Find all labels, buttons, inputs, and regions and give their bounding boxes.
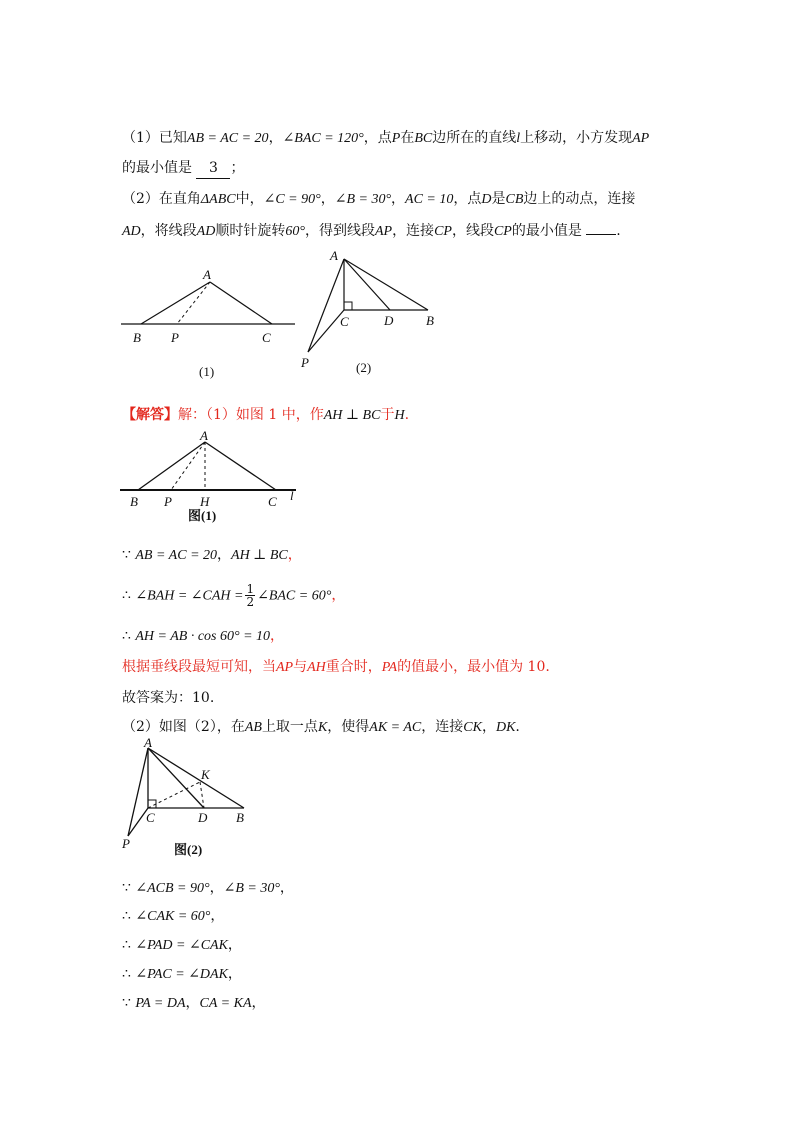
label-p: P xyxy=(122,836,130,851)
solution-2-intro: （2）如图（2），在AB上取一点K，使得AK = AC，连接CK，DK. xyxy=(122,719,520,735)
label-d: D xyxy=(384,313,394,328)
figure-1 xyxy=(115,262,305,380)
solution-figure-1-caption: 图(1) xyxy=(188,508,217,523)
segment-ab xyxy=(138,442,205,490)
solution-2-step-3: ∴ ∠PAD = ∠CAK， xyxy=(122,937,242,953)
problem-1-line-1: （1）已知AB = AC = 20，∠BAC = 120°，点P在BC边所在的直线l上移动，小方发现AP xyxy=(122,130,650,146)
solution-figure-1 xyxy=(118,428,308,524)
label-d: D xyxy=(198,810,208,825)
problem-1-line-2: 的最小值是 3 ； xyxy=(122,158,244,179)
fraction-one-half: $\frac{1}{2}$ xyxy=(246,582,255,609)
label-p: P xyxy=(164,494,172,509)
label-p: P xyxy=(301,355,309,370)
solution-1-answer: 故答案为：10. xyxy=(122,690,215,706)
answer-blank-1: 3 xyxy=(196,158,230,179)
label-a: A xyxy=(330,248,338,263)
segment-cp xyxy=(308,310,344,352)
label-p: P xyxy=(171,330,179,345)
right-angle-mark xyxy=(344,302,352,310)
label-k: K xyxy=(201,767,210,782)
segment-ab xyxy=(344,259,428,310)
label-b: B xyxy=(236,810,244,825)
problem-2-line-1: （2）在直角ΔABC中，∠C = 90°，∠B = 30°，AC = 10，点D是CB边上的动点，连接 xyxy=(122,191,636,207)
label-c: C xyxy=(262,330,271,345)
segment-ab xyxy=(141,282,210,324)
solution-2-step-1: ∵ ∠ACB = 90°，∠B = 30°， xyxy=(122,880,294,896)
label-b: B xyxy=(130,494,138,509)
solution-1-step-2: ∴ ∠BAH = ∠CAH = $\frac{1}{2}$ ∠BAC = 60°， xyxy=(122,582,346,609)
label-h: H xyxy=(200,494,210,509)
segment-ac xyxy=(205,442,276,490)
segment-ap-dashed xyxy=(171,442,205,490)
label-a: A xyxy=(200,428,208,443)
label-a: A xyxy=(203,267,211,282)
solution-figure-2-caption: 图(2) xyxy=(174,842,203,857)
label-b: B xyxy=(133,330,141,345)
right-angle-mark xyxy=(148,800,156,808)
segment-ac xyxy=(210,282,272,324)
answer-blank-2 xyxy=(586,222,616,235)
problem-2-line-2: AD，将线段AD顺时针旋转60°，得到线段AP，连接CP，线段CP的最小值是 . xyxy=(122,223,621,239)
solution-2-step-2: ∴ ∠CAK = 60°， xyxy=(122,908,225,924)
solution-header: 【解答】解：（1）如图 1 中，作AH ⊥ BC于H. xyxy=(122,407,410,423)
solution-2-step-4: ∴ ∠PAC = ∠DAK， xyxy=(122,966,242,982)
solution-1-conclusion: 根据垂线段最短可知，当AP与AH重合时，PA的值最小，最小值为 10. xyxy=(122,659,550,675)
figure-1-caption: (1) xyxy=(199,364,215,379)
segment-ap xyxy=(308,259,344,352)
label-c: C xyxy=(340,314,349,329)
solution-1-step-1: ∵ AB = AC = 20，AH ⊥ BC， xyxy=(122,547,302,563)
label-l: l xyxy=(290,488,294,503)
figure-2-caption: (2) xyxy=(356,360,372,375)
solution-1-step-3: ∴ AH = AB · cos 60° = 10， xyxy=(122,628,285,644)
figure-2 xyxy=(298,246,448,381)
label-a: A xyxy=(144,735,152,750)
label-c: C xyxy=(268,494,277,509)
solution-2-step-5: ∵ PA = DA，CA = KA， xyxy=(122,995,266,1011)
segment-ap-dashed xyxy=(177,282,210,324)
label-b: B xyxy=(426,313,434,328)
label-c: C xyxy=(146,810,155,825)
solution-figure-2 xyxy=(118,735,268,857)
